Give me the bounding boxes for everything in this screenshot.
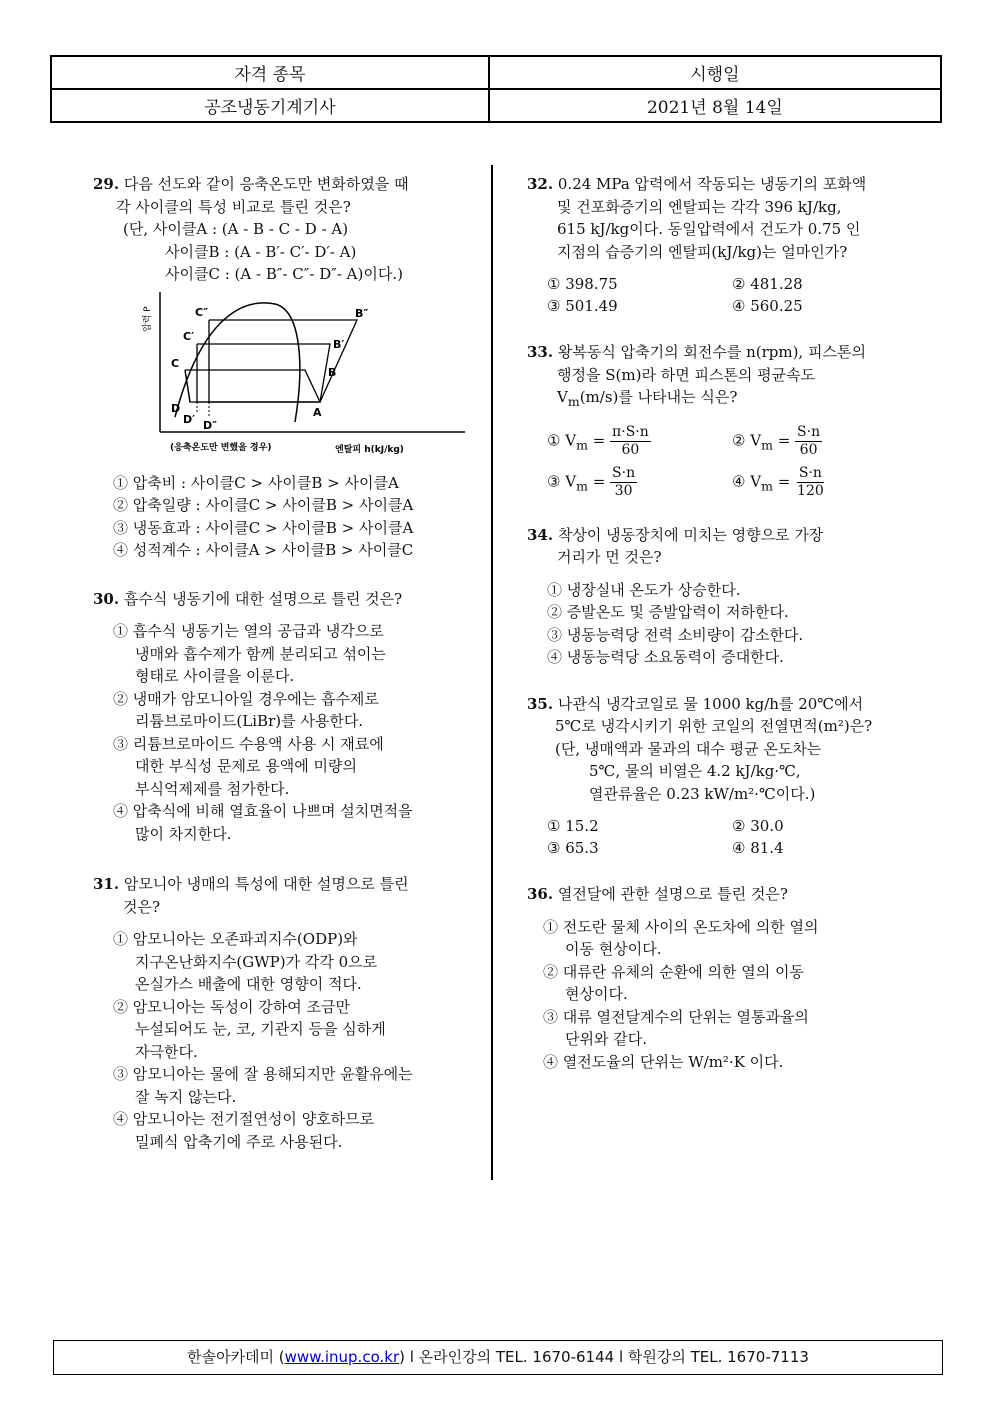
option-2[interactable] [113, 688, 468, 733]
option-1[interactable]: ① 398.75 [547, 275, 618, 293]
condition-text: (단, 사이클A : (A - B - C - D - A) [123, 220, 349, 238]
right-column [527, 173, 902, 1073]
question-number: 33. [527, 343, 554, 361]
option-3[interactable]: ③ 501.49 [547, 297, 618, 315]
formula-lhs: V [565, 472, 577, 490]
vm-subscript: m [567, 394, 580, 409]
option-2[interactable]: ② 481.28 [732, 275, 803, 293]
option-text: 대한 부식성 문제로 용액에 미량의 [135, 757, 357, 775]
option-text: ① 전도란 물체 사이의 온도차에 의한 열의 [543, 917, 819, 936]
condition-text: 사이클C : (A - B″- C″- D″- A)이다.) [165, 265, 403, 283]
question-31 [93, 873, 468, 1153]
fraction [610, 424, 651, 459]
condition-text: (단, 냉매액과 물과의 대수 평균 온도차는 [555, 739, 822, 758]
numerator: S·n [798, 464, 822, 481]
question-text: 5℃로 냉각시키기 위한 코일의 전열면적(m²)은? [555, 717, 873, 735]
option-text: 리튬브로마이드(LiBr)를 사용한다. [135, 712, 364, 730]
point-C2: C″ [195, 305, 208, 319]
question-number: 32. [527, 175, 554, 193]
question-32 [527, 173, 902, 317]
formula-sub: m [761, 478, 773, 493]
option-text: 온실가스 배출에 대한 영향이 적다. [135, 975, 362, 993]
option-3[interactable]: ③ 65.3 [547, 839, 599, 857]
option-text: 형태로 사이클을 이룬다. [135, 667, 295, 685]
question-29 [93, 173, 468, 562]
point-C: C [171, 356, 180, 370]
condition-text: 열관류율은 0.23 kW/m²·℃이다.) [589, 784, 816, 803]
question-34 [527, 524, 902, 669]
formula-sub: m [576, 478, 588, 493]
footer-link[interactable]: www.inup.co.kr [284, 1348, 400, 1366]
option-mark: ④ [732, 472, 746, 490]
numerator: S·n [612, 464, 636, 481]
option-1[interactable] [113, 928, 468, 996]
question-text [527, 386, 902, 414]
option-2[interactable]: ② 30.0 [732, 817, 784, 835]
option-mark: ② [732, 431, 746, 449]
ph-diagram [145, 292, 485, 462]
option-text: 이동 현상이다. [565, 940, 662, 958]
option-text: ③ 대류 열전달계수의 단위는 열통과율의 [543, 1007, 809, 1026]
option-mark: ③ [547, 472, 561, 490]
option-4[interactable]: ④ 560.25 [732, 297, 803, 315]
option-text: ④ 열전도율의 단위는 W/m²·K 이다. [543, 1052, 784, 1071]
vm-suffix: (m/s)를 나타내는 식은? [579, 388, 738, 406]
header-col2-title: 시행일 [489, 56, 941, 89]
option-3[interactable]: ③ 냉동능력당 전력 소비량이 감소한다. [547, 625, 804, 644]
point-D: D [171, 401, 181, 415]
question-33 [527, 341, 902, 500]
formula-lhs: V [750, 431, 762, 449]
question-30 [93, 588, 468, 846]
option-text: ① 암모니아는 오존파괴지수(ODP)와 [113, 930, 358, 948]
denominator: 60 [621, 441, 640, 458]
formula-sub: m [576, 437, 588, 452]
question-number: 35. [527, 694, 554, 713]
question-number: 34. [527, 525, 554, 544]
question-text: 615 kJ/kg이다. 동일압력에서 건도가 0.75 인 [557, 220, 861, 238]
option-2[interactable]: ② $V_m$ = $\frac{S\cdot n}{60}$ [732, 423, 821, 458]
option-text: ② 냉매가 암모니아일 경우에는 흡수제로 [113, 689, 379, 708]
column-divider [491, 165, 493, 1180]
option-text: 누설되어도 눈, 코, 기관지 등을 심하게 [135, 1020, 386, 1038]
diagram-caption: (응축온도만 변했을 경우) [170, 442, 272, 453]
option-1[interactable]: ① 15.2 [547, 817, 599, 835]
denominator: 120 [797, 482, 824, 499]
condition-text: 사이클B : (A - B′- C′- D′- A) [165, 242, 357, 261]
option-text: 잘 녹지 않는다. [135, 1087, 237, 1106]
option-1[interactable] [113, 620, 468, 688]
fraction [795, 465, 826, 500]
denominator: 30 [614, 482, 633, 499]
footer-contact: ) l 온라인강의 TEL. 1670-6144 l 학원강의 TEL. 1670-7113 [399, 1348, 809, 1366]
option-3[interactable] [543, 1006, 902, 1051]
formula-lhs: V [565, 431, 577, 449]
question-text: 착상이 냉동장치에 미치는 영향으로 가장 [557, 525, 824, 544]
footer-academy: 한솔아카데미 ( [187, 1348, 285, 1366]
question-text: 행정을 S(m)라 하면 피스톤의 평균속도 [557, 365, 816, 384]
question-text: 것은? [123, 897, 161, 916]
footer [53, 1340, 943, 1375]
question-text: 각 사이클의 특성 비교로 틀린 것은? [116, 197, 351, 216]
question-number: 30. [93, 589, 120, 608]
question-text: 나관식 냉각코일로 물 1000 kg/h를 20℃에서 [557, 694, 864, 713]
point-B1: B′ [333, 337, 345, 351]
option-1[interactable]: ① $V_m$ = $\frac{\pi\cdot S\cdot n}{60}$ [547, 423, 649, 458]
option-1[interactable]: ① 압축비 : 사이클C > 사이클B > 사이클A [113, 473, 399, 492]
x-axis-label: 엔탈피 h(kJ/kg) [335, 444, 404, 455]
option-3[interactable] [113, 733, 468, 801]
point-C1: C′ [183, 329, 194, 343]
question-text: 흡수식 냉동기에 대한 설명으로 틀린 것은? [123, 589, 403, 608]
option-text: 냉매와 흡수제가 함께 분리되고 섞이는 [135, 644, 386, 663]
question-36 [527, 883, 902, 1073]
formula-lhs: V [750, 472, 762, 490]
option-text: 지구온난화지수(GWP)가 각각 0으로 [135, 952, 378, 971]
subject-name: 공조냉동기계기사 [51, 89, 489, 122]
option-text: ② 암모니아는 독성이 강하여 조금만 [113, 997, 350, 1016]
question-text: 거리가 먼 것은? [557, 548, 662, 566]
option-text: 단위와 같다. [565, 1030, 647, 1048]
y-axis-label: 압력 P [143, 305, 153, 332]
point-B: B [328, 365, 337, 379]
option-text: 밀폐식 압축기에 주로 사용된다. [135, 1132, 343, 1151]
question-text: 열전달에 관한 설명으로 틀린 것은? [557, 885, 788, 903]
numerator: S·n [797, 423, 821, 440]
point-B2: B″ [355, 306, 369, 320]
option-text: 많이 차지한다. [135, 824, 232, 843]
option-2[interactable]: ② 증발온도 및 증발압력이 저하한다. [547, 603, 789, 621]
option-2[interactable] [113, 996, 468, 1064]
question-number: 36. [527, 885, 554, 903]
question-35 [527, 693, 902, 860]
question-text: 0.24 MPa 압력에서 작동되는 냉동기의 포화액 [557, 175, 867, 193]
option-4[interactable]: ④ 81.4 [732, 839, 784, 857]
option-text: ② 대류란 유체의 순환에 의한 열의 이동 [543, 962, 804, 981]
option-4[interactable] [113, 800, 468, 845]
denominator: 60 [799, 441, 818, 458]
header-col1-title: 자격 종목 [51, 56, 489, 89]
option-text: 부식억제제를 첨가한다. [135, 779, 290, 798]
option-1[interactable] [543, 916, 902, 961]
option-2[interactable]: ② 압축일량 : 사이클C > 사이클B > 사이클A [113, 496, 414, 514]
option-2[interactable] [543, 961, 902, 1006]
option-text: ④ 암모니아는 전기절연성이 양호하므로 [113, 1110, 375, 1128]
option-4[interactable]: ④ 성적계수 : 사이클A > 사이클B > 사이클C [113, 541, 414, 559]
option-4[interactable] [113, 1108, 468, 1153]
header-table [50, 55, 942, 123]
option-text: ③ 리튬브로마이드 수용액 사용 시 재료에 [113, 734, 384, 753]
fraction [795, 424, 822, 459]
point-D2: D″ [203, 418, 218, 432]
option-4[interactable]: ④ 냉동능력당 소요동력이 증대한다. [547, 648, 784, 666]
option-text: 자극한다. [135, 1042, 198, 1061]
fraction [610, 465, 637, 500]
option-4[interactable] [543, 1051, 902, 1074]
point-A: A [313, 405, 322, 419]
question-number: 29. [93, 175, 120, 193]
question-text: 왕복동식 압축기의 회전수를 n(rpm), 피스톤의 [557, 343, 866, 361]
option-3[interactable]: ③ 냉동효과 : 사이클C > 사이클B > 사이클A [113, 518, 414, 537]
left-column [93, 173, 468, 1153]
point-D1: D′ [183, 412, 196, 426]
option-4[interactable]: ④ $V_m$ = $\frac{S\cdot n}{120}$ [732, 464, 824, 499]
option-1[interactable]: ① 냉장실내 온도가 상승한다. [547, 580, 741, 599]
condition-text: 5℃, 물의 비열은 4.2 kJ/kg·℃, [589, 762, 801, 780]
option-text: ③ 암모니아는 물에 잘 용해되지만 윤활유에는 [113, 1065, 413, 1083]
question-text: 다음 선도와 같이 응축온도만 변화하였을 때 [123, 175, 409, 193]
question-number: 31. [93, 875, 120, 893]
option-text: ① 흡수식 냉동기는 열의 공급과 냉각으로 [113, 622, 384, 640]
option-3[interactable]: ③ $V_m$ = $\frac{S\cdot n}{30}$ [547, 464, 636, 499]
exam-date: 2021년 8월 14일 [489, 89, 941, 122]
formula-sub: m [761, 437, 773, 452]
option-text: 현상이다. [565, 985, 628, 1003]
vm-symbol: V [557, 388, 568, 406]
question-text: 암모니아 냉매의 특성에 대한 설명으로 틀린 [123, 875, 409, 893]
question-text: 및 건포화증기의 엔탈피는 각각 396 kJ/kg, [557, 197, 842, 216]
option-text: ④ 압축식에 비해 열효율이 나쁘며 설치면적을 [113, 802, 413, 820]
option-3[interactable] [113, 1063, 468, 1108]
numerator: π·S·n [612, 423, 649, 440]
option-mark: ① [547, 431, 561, 449]
question-text: 지점의 습증기의 엔탈피(kJ/kg)는 얼마인가? [557, 242, 848, 261]
